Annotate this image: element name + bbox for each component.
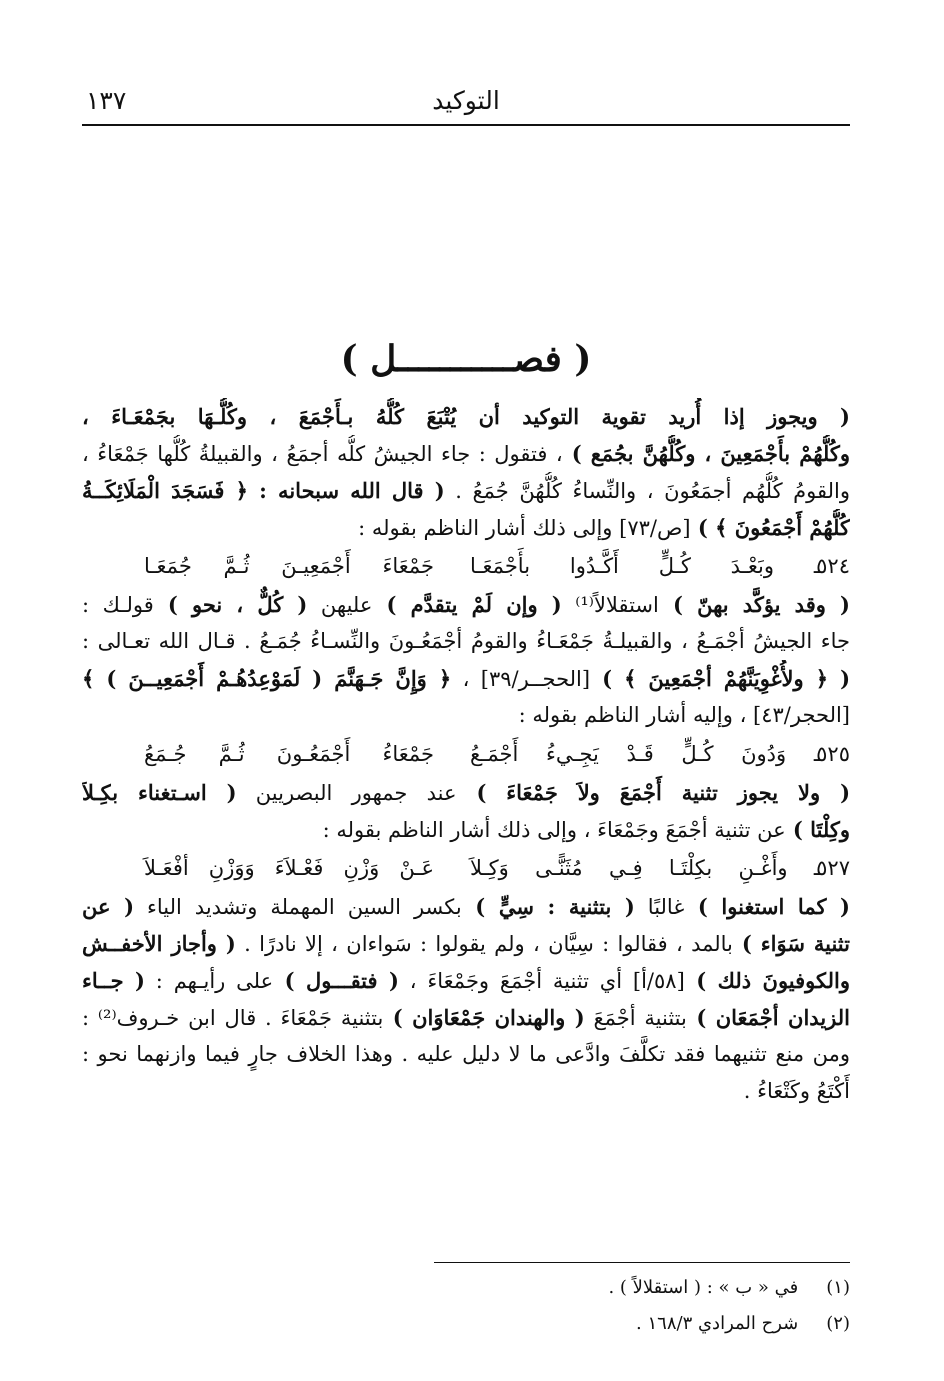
bold-text-run: كُلُّهُمْ أَجْمَعُونَ ﴾ ): [690, 515, 850, 540]
text-run: بكسر السين المهملة وتشديد الياء: [134, 895, 462, 919]
bold-text-run: ( وقد يؤكَّد بهنّ ): [658, 592, 850, 617]
verse-first-hemistich: ـ وأَغْـنِ بكِلْتَـا فِـي مُثَنًّـى وَكِـلاَ: [470, 856, 820, 880]
verse-527: [82, 848, 850, 888]
bold-text-run: ( كما استغنوا ): [684, 894, 850, 919]
text-run: بتثنية جَمْعَاءَ . قال ابن خـروف⁽²⁾ :: [82, 1006, 384, 1030]
text-line: [82, 398, 850, 435]
text-run: [٥٨/أ] أي تثنية أجْمَعَ وجَمْعَاءَ ،: [398, 969, 685, 993]
text-run: عليهن: [307, 593, 373, 617]
text-run: بتثنية أجْمَعَ: [584, 1006, 687, 1030]
text-line: [82, 1073, 850, 1110]
bold-text-run: ( فتقـــول ): [273, 968, 399, 993]
verse-525: [82, 734, 850, 774]
bold-text-run: ( قال الله سبحانه : ﴿ فَسَجَدَ الْمَلَائِكَــةُ: [82, 478, 445, 503]
text-line: [82, 774, 850, 811]
bold-text-run: ﴿ وَإِنَّ جَـهَنَّمَ ( لَمَوْعِدُهُـمْ أَجْمَعِيــنَ ) ﴾: [82, 666, 452, 691]
text-run: [الحجــر/٣٩] ،: [451, 667, 591, 691]
bold-text-run: تثنية سَوَاء ): [732, 931, 850, 956]
text-run: ، فتقول : جاء الجيشُ كلُّه أجمَعُ ، والقبيلةُ كُلُّها جَمْعَاءُ ،: [82, 442, 563, 466]
footnote-text: في « ب » : ( استقلالاً ) .: [608, 1277, 799, 1298]
bold-text-run: ( اسـتغناء بكِـلاَ: [82, 780, 237, 805]
text-run: غالبًا: [634, 895, 685, 919]
bold-text-run: ( كُلٌّ ، نحو ): [153, 592, 308, 617]
verse-524: [82, 546, 850, 586]
verse-number: ٥٢٤: [816, 554, 850, 578]
bold-text-run: ( ﴿ ولأُغْوِيَنَّهُمْ أجْمَعِينَ ﴾ ): [590, 666, 850, 691]
footnote-number: (٢): [826, 1313, 850, 1334]
verse-second-hemistich: جَمْعَاءُ أَجْمَعُـونَ ثُـمَّ جُـمَعُ: [144, 742, 434, 766]
section-heading: ( فصـــــــــــل ): [340, 338, 592, 380]
verse-number: ٥٢٧: [816, 856, 850, 880]
verse-first-hemistich: ـ وبَعْـدَ كُـلٍّ أَكَّـدُوا بأَجْمَعَـا: [470, 554, 820, 578]
text-line: [82, 999, 850, 1036]
bold-text-run: ( وأجاز الأخفــش: [82, 931, 236, 956]
text-line: [82, 811, 850, 848]
footnote-text: شرح المرادي ١٦٨/٣ .: [636, 1313, 799, 1334]
text-run: استقلالاً⁽¹⁾: [561, 593, 659, 617]
bold-text-run: ( ولا يجوز تثنية أَجْمَعَ ولاَ جَمْعَاءَ ): [456, 780, 850, 805]
text-line: [82, 888, 850, 925]
bold-text-run: وكِلْتَا ): [785, 817, 850, 842]
verse-number: ٥٢٥: [816, 742, 850, 766]
text-line: [82, 586, 850, 623]
bold-text-run: ( عن: [82, 894, 135, 919]
footnote-number: (١): [826, 1277, 850, 1298]
text-line: [82, 435, 850, 472]
bold-text-run: الزيدان أجْمَعَان ): [686, 1005, 850, 1030]
text-run: أَكْتَعُ وكَتْعَاءُ .: [743, 1079, 850, 1103]
bold-text-run: ( والهندان جَمْعَاوَان ): [383, 1005, 585, 1030]
text-line: [82, 925, 850, 962]
main-text: [82, 398, 850, 1110]
text-run: على رأيـهم :: [144, 969, 274, 993]
footnote-divider: [434, 1262, 850, 1263]
verse-second-hemistich: جَمْعَاءَ أَجْمَعِيـنَ ثُـمَّ جُمَعَـا: [144, 554, 434, 578]
footnote: [82, 1270, 850, 1306]
running-header: [82, 84, 850, 126]
chapter-title: التوكيد: [432, 86, 500, 115]
text-run: جاء الجيشُ أجْمَـعُ ، والقبيلـةُ جَمْعَـاءُ والقومُ أجْمَعُـونَ والنِّسـاءُ جُمَـعُ . قـال الله تعـالى :: [82, 629, 850, 653]
text-line: [82, 1036, 850, 1073]
bold-text-run: وكُلُّهُمْ بأَجْمَعِينَ ، وكُلُّهُنَّ بجُمَع ): [562, 441, 850, 466]
bold-text-run: ( وإن لَمْ يتقدَّم ): [372, 592, 562, 617]
text-line: [82, 623, 850, 660]
text-line: [82, 472, 850, 509]
footnote: [82, 1306, 850, 1342]
verse-first-hemistich: ـ وَدُونَ كُـلٍّ قَـدْ يَجِـيءُ أَجْمَـعُ: [470, 742, 820, 766]
bold-text-run: ( ويجوز إذا أُريد تقوية التوكيد أن يُتْبَعَ كُلُّهُ بـأَجْمَعَ ، وكُلُّـهَا بجَمْعَـاءَ ،: [82, 404, 850, 429]
bold-text-run: والكوفيونَ ذلك ): [684, 968, 850, 993]
page-number: ١٣٧: [86, 86, 127, 115]
verse-second-hemistich: عَـنْ وَزْنِ فَعْـلاَءَ وَوَزْنِ أفْعَـلاَ: [144, 856, 434, 880]
bold-text-run: ( بتثنية : سِيٍّ ): [461, 894, 635, 919]
text-run: قولـك :: [82, 593, 154, 617]
text-run: [ص/٧٣] وإلى ذلك أشار الناظم بقوله :: [358, 516, 691, 540]
text-line: [82, 509, 850, 546]
text-line: [82, 660, 850, 697]
text-run: عن تثنية أجْمَعَ وجَمْعَاءَ ، وإلى ذلك أشار الناظم بقوله :: [322, 818, 786, 842]
text-run: والقومُ كُلُّهُم أجمَعُونَ ، والنِّساءُ كُلُّهُنَّ جُمَعُ .: [444, 479, 850, 503]
footnotes: [82, 1270, 850, 1342]
text-run: بالمد ، فقالوا : سِيَّان ، ولم يقولوا : سَواءان ، إلا نادرًا .: [235, 932, 733, 956]
text-run: عند جمهور البصريين: [236, 781, 457, 805]
text-line: [82, 962, 850, 999]
text-line: [82, 697, 850, 734]
text-run: ومن منع تثنيهما فقد تكلَّفَ وادَّعى ما لا دليل عليه . وهذا الخلاف جارٍ فيما وازنهما نحو :: [82, 1042, 850, 1066]
text-run: [الحجر/٤٣] ، وإليه أشار الناظم بقوله :: [518, 703, 850, 727]
bold-text-run: ( جــاء: [82, 968, 145, 993]
